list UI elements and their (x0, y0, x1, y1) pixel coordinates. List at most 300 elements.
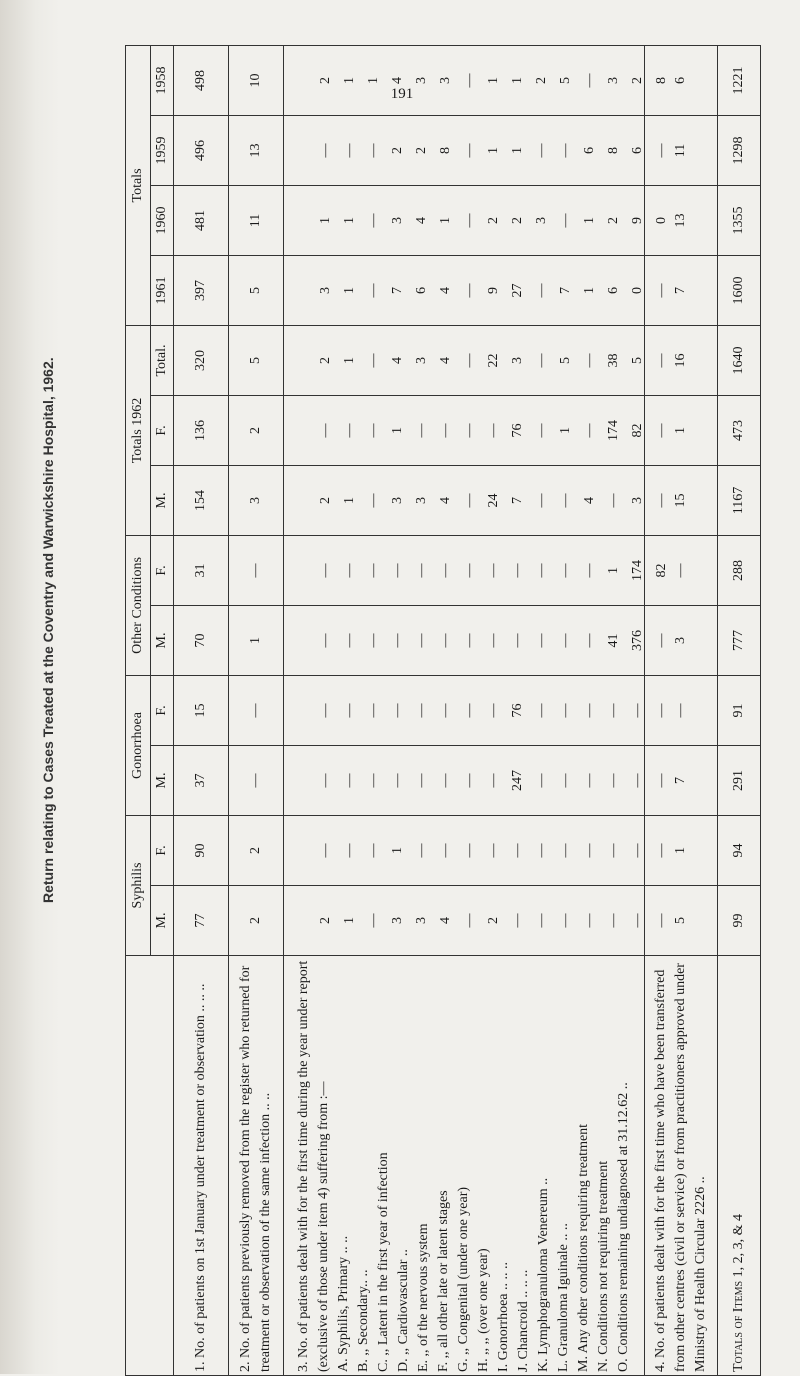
cell: 1167 (718, 466, 761, 536)
item-3-sublabel: D. ,, Cardiovascular .. (396, 1249, 411, 1372)
cell: — (438, 423, 453, 438)
cell: 4 (390, 357, 405, 364)
cell: — (582, 633, 597, 648)
cell: — (462, 633, 477, 648)
cell: — (534, 493, 549, 508)
cell: — (318, 773, 333, 788)
cell: 1355 (718, 186, 761, 256)
cell: 13 (645, 186, 718, 256)
cell: — (558, 633, 573, 648)
cell: 1 (558, 427, 573, 434)
cell: — (414, 633, 429, 648)
item-3-sublabel: I. Gonorrhoea .. .. .. (496, 1261, 511, 1372)
cell: 154 (174, 466, 229, 536)
row-label-item-2: 2. No. of patients previously removed from the register who returned for treatment or observation of the same infection .. .. (229, 956, 284, 1376)
item-3-sublabel: M. Any other conditions requiring treatment (576, 1123, 591, 1372)
cell: 2 (390, 147, 405, 154)
table-row-totals (718, 45, 761, 1375)
cell: — (229, 536, 284, 606)
item-3-sublabel: L. Granuloma Iguinale .. .. (556, 1223, 571, 1372)
cell: 2 (318, 917, 333, 924)
cell: — (462, 493, 477, 508)
cell: 4 (438, 497, 453, 504)
cell: — (510, 563, 525, 578)
cell: 1 (438, 217, 453, 224)
cell: 2 (318, 77, 333, 84)
cell: 1600 (718, 256, 761, 326)
cell: — (654, 703, 669, 718)
cell: 2 (414, 147, 429, 154)
cell: 4 (414, 217, 429, 224)
cell: 0 (630, 287, 645, 294)
item-3-sublabel: B. ,, Secondary.. .. (356, 1269, 371, 1372)
cell: 8 (654, 77, 669, 84)
cell: — (462, 353, 477, 368)
cell: 37 (174, 746, 229, 816)
cell: 4 (582, 497, 597, 504)
sub-other-m: M. (151, 606, 174, 676)
cell: 1 (645, 816, 718, 886)
cell: 7 (558, 287, 573, 294)
cell: 13 (229, 116, 284, 186)
cell: — (366, 633, 381, 648)
cell: 8 (438, 147, 453, 154)
cell: — (582, 843, 597, 858)
cell: 16 (645, 326, 718, 396)
r3-col (284, 116, 669, 186)
cell: — (534, 633, 549, 648)
item-3-sublabel: A. Syphilis, Primary .. .. (336, 1235, 351, 1372)
cell: — (342, 423, 357, 438)
cell: 6 (582, 147, 597, 154)
cell: — (486, 703, 501, 718)
corner-blank (126, 956, 151, 1376)
cell: — (462, 773, 477, 788)
cell: 1 (342, 917, 357, 924)
cell: 11 (229, 186, 284, 256)
cell: 5 (229, 326, 284, 396)
cell: — (582, 703, 597, 718)
cell: — (229, 676, 284, 746)
r3-col (284, 536, 669, 606)
item-3-sublabel: G. ,, Congenital (under one year) (456, 1186, 471, 1372)
cell: — (390, 703, 405, 718)
row-label-item-3 (284, 956, 645, 1376)
cell: 6 (606, 287, 621, 294)
cell: 136 (174, 396, 229, 466)
cell: 3 (414, 497, 429, 504)
sub-totals-1961: 1961 (151, 256, 174, 326)
cell: 1 (342, 357, 357, 364)
cell: — (342, 563, 357, 578)
cell: — (462, 283, 477, 298)
row-label-totals: Totals of Items 1, 2, 3, & 4 (718, 956, 761, 1376)
cell: — (558, 843, 573, 858)
cell: 11 (645, 116, 718, 186)
cell: 498 (174, 45, 229, 115)
cell: — (318, 703, 333, 718)
cell: — (534, 563, 549, 578)
cell: 2 (229, 816, 284, 886)
cell: — (462, 423, 477, 438)
sub-gonorrhoea-f: F. (151, 676, 174, 746)
table-row-item-3 (284, 45, 645, 1375)
item-3-intro: 3. No. of patients dealt with for the first time during the year under report (exclusive of those under item 4) suffering from :— (296, 960, 331, 1372)
cell: 3 (390, 497, 405, 504)
cell: 2 (534, 77, 549, 84)
cell: 3 (318, 287, 333, 294)
cell: 1 (582, 217, 597, 224)
cell: 5 (558, 77, 573, 84)
cell: — (438, 563, 453, 578)
cell: 5 (645, 886, 718, 956)
cell: — (366, 423, 381, 438)
cell: 247 (510, 770, 525, 791)
sub-1962-f: F. (151, 396, 174, 466)
cell: — (558, 703, 573, 718)
cell: — (318, 423, 333, 438)
cases-table (125, 45, 761, 1376)
sub-totals-1958: 1958 (151, 45, 174, 115)
sub-totals-1960: 1960 (151, 186, 174, 256)
cell: — (534, 703, 549, 718)
cell: — (462, 913, 477, 928)
cell: 1 (390, 427, 405, 434)
cell: 38 (606, 353, 621, 368)
group-totals-1962: Totals 1962 (126, 326, 151, 536)
cell: — (645, 676, 718, 746)
cell: 2 (318, 357, 333, 364)
cell: 1 (645, 396, 718, 466)
cell: 174 (630, 560, 645, 581)
cell: — (558, 773, 573, 788)
cell: 1 (342, 497, 357, 504)
cell: 77 (174, 886, 229, 956)
cell: — (462, 213, 477, 228)
cell: — (510, 843, 525, 858)
cell: — (462, 563, 477, 578)
item-3-sublabel: N. Conditions not requiring treatment (596, 1160, 611, 1372)
cell: 1298 (718, 116, 761, 186)
cell: — (534, 283, 549, 298)
cell: — (462, 843, 477, 858)
group-totals: Totals (126, 45, 151, 325)
cell: — (366, 493, 381, 508)
cell: — (510, 913, 525, 928)
r3-col (284, 606, 669, 676)
cell: 91 (718, 676, 761, 746)
cell: — (390, 633, 405, 648)
cell: — (630, 773, 645, 788)
cell: — (654, 493, 669, 508)
cell: 1 (606, 567, 621, 574)
page-number: 191 (390, 86, 414, 102)
cell: 291 (718, 746, 761, 816)
cell: 8 (606, 147, 621, 154)
cell: 1 (318, 217, 333, 224)
cell: 76 (510, 423, 525, 438)
cases-table-rotated (125, 66, 746, 1376)
item-3-sublabel: K. Lymphogranuloma Venereum .. (536, 1177, 551, 1372)
cell: 2 (606, 217, 621, 224)
cell: — (534, 773, 549, 788)
cell: — (630, 703, 645, 718)
cell: 2 (318, 497, 333, 504)
cell: 3 (414, 77, 429, 84)
r3-col (284, 45, 669, 115)
cell: 7 (510, 497, 525, 504)
cell: 82 (630, 423, 645, 438)
cell: 2 (630, 77, 645, 84)
cell: 2 (510, 217, 525, 224)
cell: — (486, 843, 501, 858)
cell: 41 (606, 633, 621, 648)
cell: 82 (654, 563, 669, 578)
cell: 320 (174, 326, 229, 396)
cell: — (654, 283, 669, 298)
cell: — (558, 493, 573, 508)
cell: — (534, 843, 549, 858)
cell: — (438, 703, 453, 718)
cell: — (654, 143, 669, 158)
cell: — (342, 773, 357, 788)
table-row-item-1 (174, 45, 229, 1375)
cell: 1 (486, 77, 501, 84)
cell: 27 (510, 283, 525, 298)
item-3-sublabel: O. Conditions remaining undiagnosed at 31.12.62 .. (616, 1082, 631, 1372)
cell: 3 (510, 357, 525, 364)
cell: 9 (486, 287, 501, 294)
cell: — (414, 843, 429, 858)
cell: 3 (606, 77, 621, 84)
cell: — (582, 73, 597, 88)
cell: — (366, 703, 381, 718)
cell: — (606, 843, 621, 858)
cell: 1 (390, 847, 405, 854)
cell: — (366, 773, 381, 788)
cell: — (582, 353, 597, 368)
cell: 1 (342, 77, 357, 84)
cell: — (606, 913, 621, 928)
cell: 481 (174, 186, 229, 256)
cell: — (486, 773, 501, 788)
cell: — (510, 633, 525, 648)
item-3-sublabel: J. Chancroid .. .. .. (516, 1269, 531, 1372)
r3-col (284, 676, 669, 746)
cell: 1640 (718, 326, 761, 396)
cell: 5 (229, 256, 284, 326)
cell: 99 (718, 886, 761, 956)
cell: — (342, 633, 357, 648)
cell: 2 (229, 396, 284, 466)
cell: 777 (718, 606, 761, 676)
cell: — (366, 213, 381, 228)
cell: — (558, 213, 573, 228)
cell: 473 (718, 396, 761, 466)
cell: 70 (174, 606, 229, 676)
cell: — (534, 143, 549, 158)
cell: 4 (390, 77, 405, 84)
cell: — (366, 563, 381, 578)
cell: 15 (174, 676, 229, 746)
sub-other-f: F. (151, 536, 174, 606)
cell: — (582, 773, 597, 788)
cell: — (582, 423, 597, 438)
cell: 1 (510, 147, 525, 154)
cell: 94 (718, 816, 761, 886)
cell: 1 (229, 606, 284, 676)
cell: 3 (414, 917, 429, 924)
cell: 4 (438, 287, 453, 294)
cell: — (582, 913, 597, 928)
cell: — (462, 143, 477, 158)
cell: — (630, 913, 645, 928)
cell: 7 (645, 746, 718, 816)
cell: — (366, 913, 381, 928)
cell: 1 (486, 147, 501, 154)
cell: — (462, 73, 477, 88)
cell: 24 (486, 493, 501, 508)
cell: — (414, 423, 429, 438)
r3-col (284, 466, 669, 536)
cell: — (654, 843, 669, 858)
sub-1962-total: Total. (151, 326, 174, 396)
cell: 9 (630, 217, 645, 224)
cell: 2 (229, 886, 284, 956)
cell: — (558, 143, 573, 158)
cell: — (654, 773, 669, 788)
group-syphilis: Syphilis (126, 816, 151, 956)
sub-syphilis-f: F. (151, 816, 174, 886)
cell: — (654, 633, 669, 648)
cell: 397 (174, 256, 229, 326)
cell: 7 (645, 256, 718, 326)
cell: — (342, 143, 357, 158)
cell: — (438, 843, 453, 858)
cell: — (486, 563, 501, 578)
cell: 4 (438, 917, 453, 924)
r3-col (284, 816, 669, 886)
cell: — (462, 703, 477, 718)
cell: — (390, 773, 405, 788)
cell: — (645, 536, 718, 606)
page-caption: Return relating to Cases Treated at the Coventry and Warwickshire Hospital, 1962. (40, 357, 56, 903)
cell: — (366, 843, 381, 858)
cell: — (366, 353, 381, 368)
cell: 3 (229, 466, 284, 536)
sub-1962-m: M. (151, 466, 174, 536)
cell: 1221 (718, 45, 761, 115)
cell: 174 (606, 420, 621, 441)
cell: — (438, 633, 453, 648)
r3-col (284, 746, 669, 816)
cell: 1 (342, 287, 357, 294)
r3-col (284, 396, 669, 466)
cell: — (438, 773, 453, 788)
cell: 5 (630, 357, 645, 364)
cell: — (342, 843, 357, 858)
sub-totals-1959: 1959 (151, 116, 174, 186)
cell: 6 (630, 147, 645, 154)
cell: 1 (366, 77, 381, 84)
cell: — (534, 353, 549, 368)
cell: — (366, 143, 381, 158)
cell: — (486, 423, 501, 438)
r3-col (284, 256, 669, 326)
row-label-item-4: 4. No. of patients dealt with for the first time who have been transferred from other centres (civil or service) or from practitioners approved under Ministry of Health Circular 2226 .. (645, 956, 718, 1376)
cell: 6 (414, 287, 429, 294)
cell: — (486, 633, 501, 648)
cell: 22 (486, 353, 501, 368)
cell: 7 (390, 287, 405, 294)
cell: 3 (630, 497, 645, 504)
group-gonorrhoea: Gonorrhoea (126, 676, 151, 816)
cell: 31 (174, 536, 229, 606)
cell: — (558, 563, 573, 578)
item-3-sublabel: F. ,, all other late or latent stages (436, 1190, 451, 1372)
cell: — (318, 563, 333, 578)
cell: — (342, 703, 357, 718)
item-3-sublabel: H. ,, ,, (over one year) (476, 1248, 491, 1372)
corner-blank-2 (151, 956, 174, 1376)
cell: — (654, 353, 669, 368)
cell: 3 (645, 606, 718, 676)
cell: 2 (486, 917, 501, 924)
cell: 496 (174, 116, 229, 186)
cell: — (582, 563, 597, 578)
item-3-sublabel: E. ,, of the nervous system (416, 1223, 431, 1372)
cell: — (366, 283, 381, 298)
r3-col (284, 326, 669, 396)
cell: 376 (630, 630, 645, 651)
cell: 76 (510, 703, 525, 718)
sub-header-row (151, 45, 174, 1375)
cell: — (318, 633, 333, 648)
cell: — (414, 773, 429, 788)
cell: — (630, 843, 645, 858)
cell: 2 (486, 217, 501, 224)
cell: — (654, 913, 669, 928)
group-other-conditions: Other Conditions (126, 536, 151, 676)
item-3-sublabels (334, 959, 634, 1372)
cell: 1 (510, 77, 525, 84)
cell: 6 (645, 45, 718, 115)
cell: 5 (558, 357, 573, 364)
cell: 3 (390, 217, 405, 224)
r3-col (284, 186, 669, 256)
r3-col (284, 886, 669, 956)
row-label-item-1: 1. No. of patients on 1st January under treatment or observation .. .. .. (174, 956, 229, 1376)
cell: 3 (390, 917, 405, 924)
cell: 3 (438, 77, 453, 84)
cell: — (606, 703, 621, 718)
cell: 4 (438, 357, 453, 364)
cell: 288 (718, 536, 761, 606)
cell: — (534, 913, 549, 928)
cell: — (414, 703, 429, 718)
sub-gonorrhoea-m: M. (151, 746, 174, 816)
cell: — (390, 563, 405, 578)
cell: 1 (582, 287, 597, 294)
cell: — (606, 493, 621, 508)
cell: — (654, 423, 669, 438)
cell: — (558, 913, 573, 928)
cell: 3 (534, 217, 549, 224)
cell: 90 (174, 816, 229, 886)
cell: 10 (229, 45, 284, 115)
cell: — (229, 746, 284, 816)
sub-syphilis-m: M. (151, 886, 174, 956)
